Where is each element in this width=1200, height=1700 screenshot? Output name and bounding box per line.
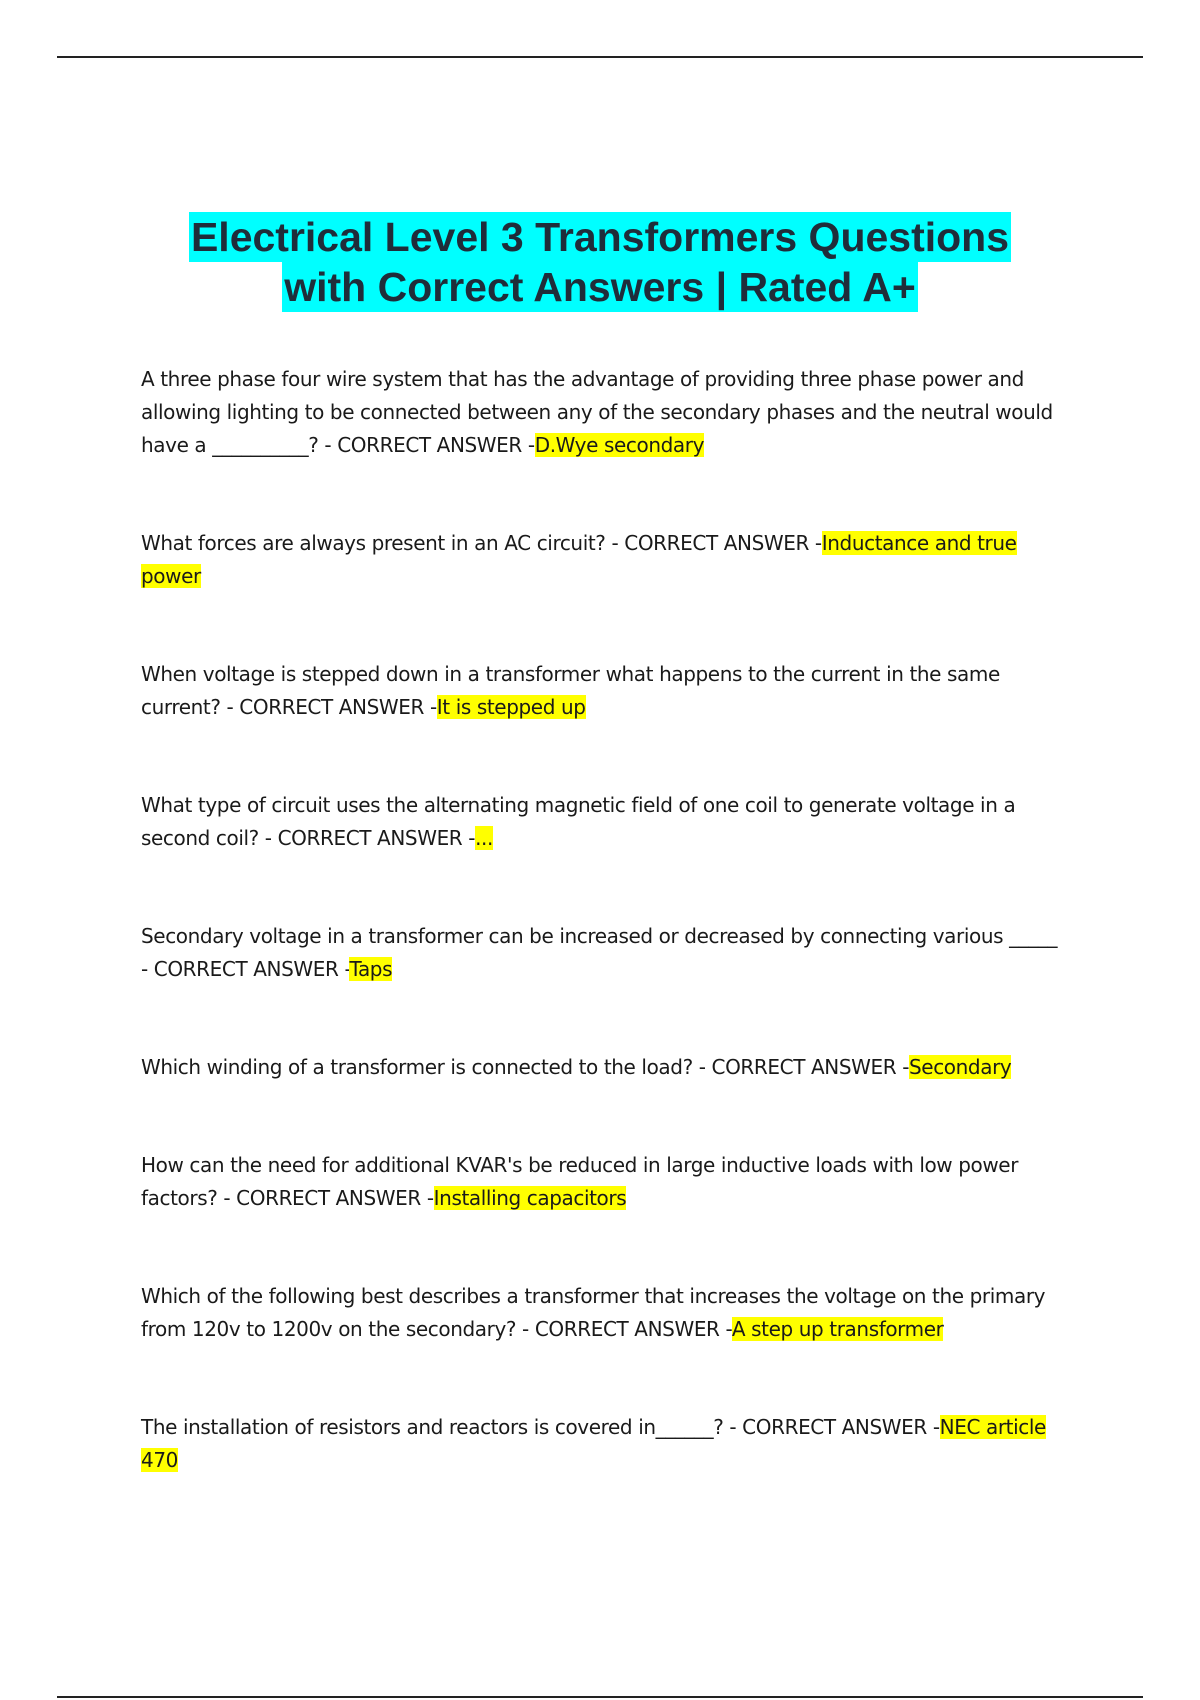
qa-item <box>141 789 1061 855</box>
answer-text: Inductance and true power <box>141 531 1017 588</box>
answer-text: Secondary <box>909 1055 1012 1079</box>
answer-text: A step up transformer <box>731 1317 944 1341</box>
answer-text: Taps <box>349 957 393 981</box>
qa-item <box>141 920 1061 986</box>
title-line-2: with Correct Answers | Rated A+ <box>284 264 916 310</box>
answer-text: D.Wye secondary <box>534 433 705 457</box>
question-text: What forces are always present in an AC circuit? - CORRECT ANSWER - <box>141 531 822 555</box>
question-text: A three phase four wire system that has the advantage of providing three phase power and allowing lighting to be connected between any of the secondary phases and the neutral would have a __________? - CORRECT ANSWER - <box>141 367 1053 457</box>
question-text: Which of the following best describes a transformer that increases the voltage on the primary from 120v to 1200v on the secondary? - CORRECT ANSWER - <box>141 1284 1046 1341</box>
question-text: When voltage is stepped down in a transformer what happens to the current in the same current? - CORRECT ANSWER - <box>141 662 1000 719</box>
question-text: Which winding of a transformer is connected to the load? - CORRECT ANSWER - <box>141 1055 910 1079</box>
qa-item <box>141 1051 1061 1084</box>
qa-item <box>141 363 1061 462</box>
question-text: How can the need for additional KVAR's be reduced in large inductive loads with low power factors? - CORRECT ANSWER - <box>141 1153 1019 1210</box>
bottom-rule <box>57 1696 1143 1698</box>
question-text: Secondary voltage in a transformer can be increased or decreased by connecting various _____ - CORRECT ANSWER - <box>141 924 1058 981</box>
answer-text: Installing capacitors <box>433 1186 627 1210</box>
top-rule <box>57 56 1143 58</box>
title-line-1: Electrical Level 3 Transformers Questions <box>190 214 1010 260</box>
qa-item <box>141 658 1061 724</box>
answer-text: It is stepped up <box>436 695 586 719</box>
qa-item <box>141 1411 1061 1477</box>
question-text: What type of circuit uses the alternating magnetic field of one coil to generate voltage in a second coil? - CORRECT ANSWER - <box>141 793 1016 850</box>
answer-text: NEC article 470 <box>141 1415 1046 1472</box>
qa-item <box>141 1149 1061 1215</box>
question-text: The installation of resistors and reactors is covered in______? - CORRECT ANSWER - <box>141 1415 940 1439</box>
answer-text: ... <box>475 826 493 850</box>
qa-item <box>141 1280 1061 1346</box>
document-title <box>0 212 1200 312</box>
qa-item <box>141 527 1061 593</box>
